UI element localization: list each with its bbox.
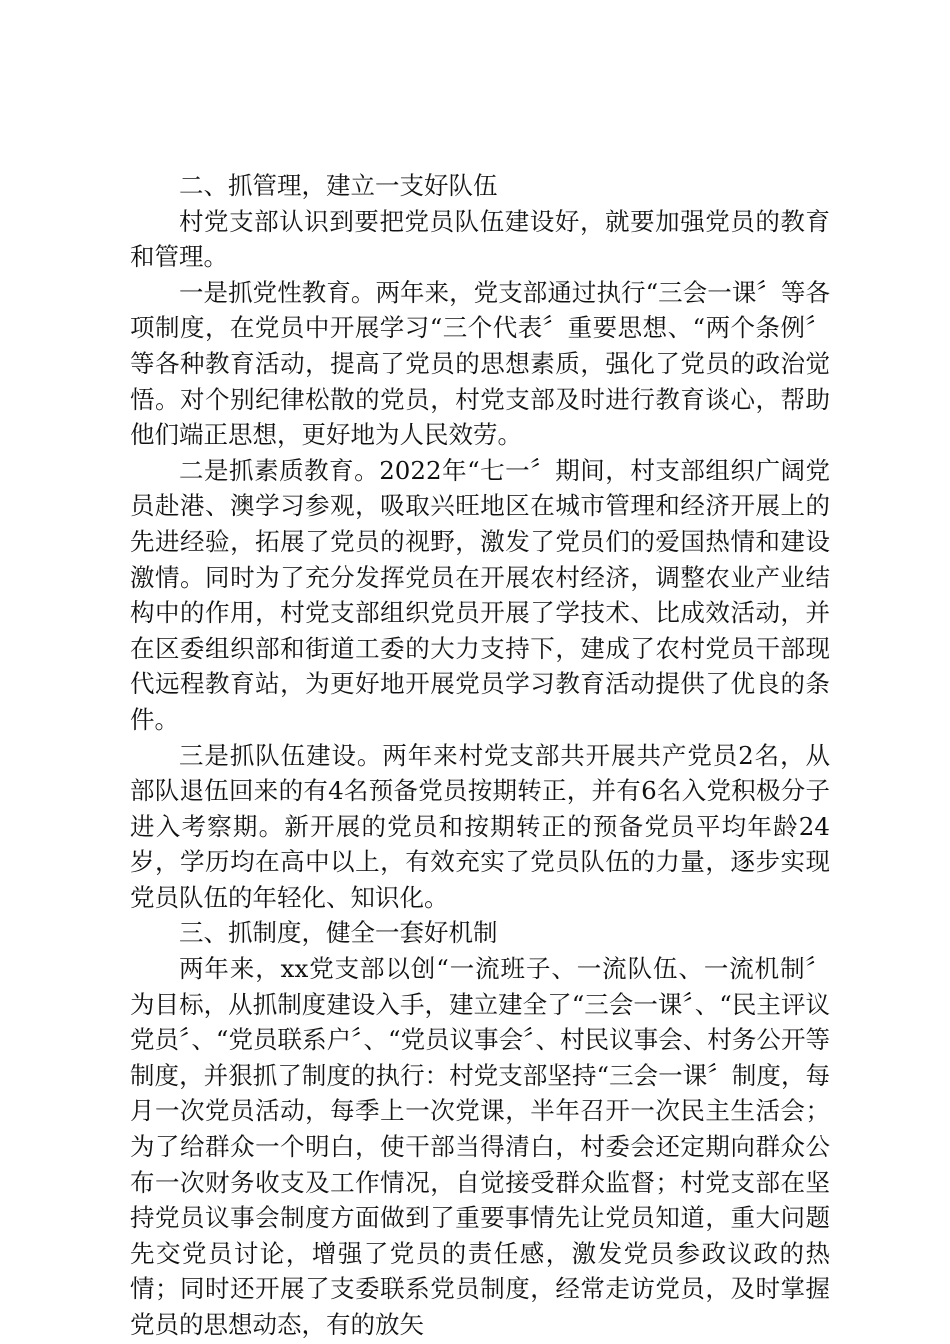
section-heading-management: 二、抓管理，建立一支好队伍 [179,171,498,200]
paragraph-team-building: 三是抓队伍建设。两年来村党支部共开展共产党员2名，从部队退伍回来的有4名预备党员按期转正，并有6名入党积极分子进入考察期。新开展的党员和按期转正的预备党员平均年龄24岁，学历均在高中以上，有效充实了党员队伍的力量，逐步实现党员队伍的年轻化、知识化。 [130,740,830,912]
paragraph-system-building: 两年来，xx党支部以创“一流班子、一流队伍、一流机制〞为目标，从抓制度建设入手，建立建全了“三会一课〞、“民主评议党员〞、“党员联系户〞、“党员议事会〞、村民议事会、村务公开等制度，并狠抓了制度的执行：村党支部坚持“三会一课〞制度，每月一次党员活动，每季上一次党课，半年召开一次民主生活会；为了给群众一个明白，使干部当得清白，村委会还定期向群众公布一次财务收支及工作情况，自觉接受群众监督；村党支部在坚持党员议事会制度方面做到了重要事情先让党员知道，重大问题先交党员讨论，增强了党员的责任感，激发党员参政议政的热情；同时还开展了支委联系党员制度，经常走访党员，及时掌握党员的思想动态，有的放矢 [130,954,830,1339]
paragraph-quality-education: 二是抓素质教育。2022年“七一〞期间，村支部组织广阔党员赴港、澳学习参观，吸取兴旺地区在城市管理和经济开展上的先进经验，拓展了党员的视野，激发了党员们的爱国热情和建设激情。同时为了充分发挥党员在开展农村经济，调整农业产业结构中的作用，村党支部组织党员开展了学技术、比成效活动，并在区委组织部和街道工委的大力支持下，建成了农村党员干部现代远程教育站，为更好地开展党员学习教育活动提供了优良的条件。 [130,455,830,734]
paragraph-party-education: 一是抓党性教育。两年来，党支部通过执行“三会一课〞等各项制度，在党员中开展学习“三个代表〞重要思想、“两个条例〞等各种教育活动，提高了党员的思想素质，强化了党员的政治觉悟。对个别纪律松散的党员，村党支部及时进行教育谈心，帮助他们端正思想，更好地为人民效劳。 [130,277,830,450]
document-body [130,168,830,1343]
paragraph-intro: 村党支部认识到要把党员队伍建设好，就要加强党员的教育和管理。 [130,206,830,272]
section-heading-system: 三、抓制度，健全一套好机制 [179,918,498,948]
